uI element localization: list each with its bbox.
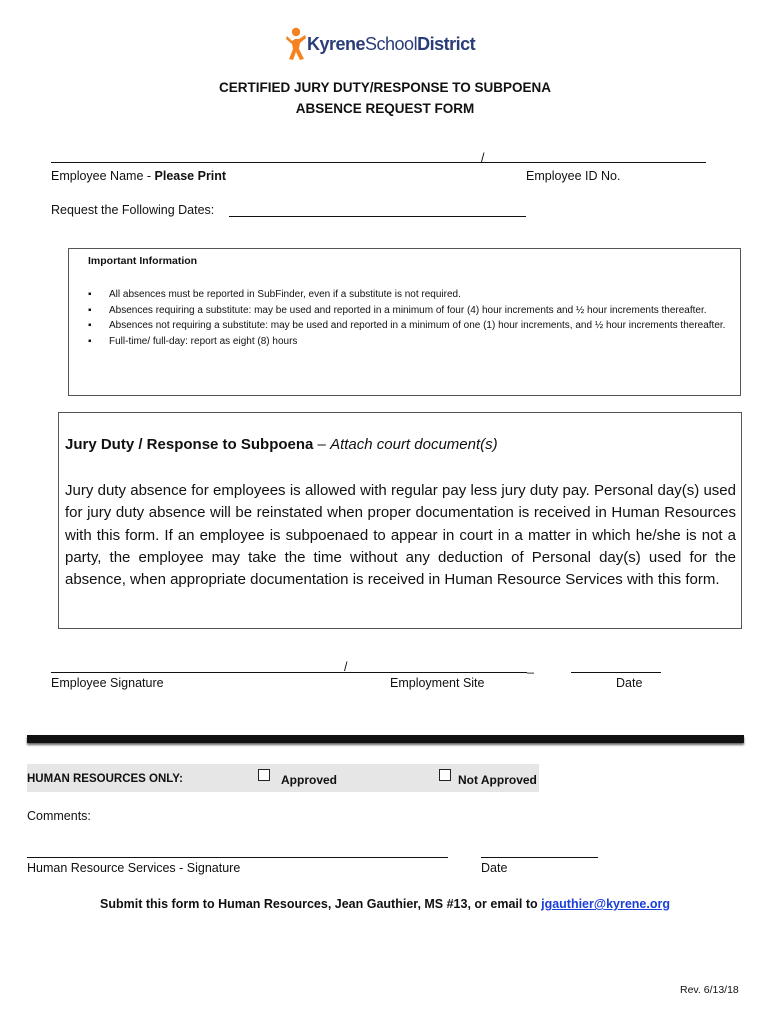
jury-duty-heading: Jury Duty / Response to Subpoena – Attach court document(s) — [65, 436, 498, 453]
employee-name-id-line[interactable] — [51, 162, 706, 163]
revision-date: Rev. 6/13/18 — [680, 984, 739, 996]
important-info-list — [88, 287, 728, 349]
employee-id-label: Employee ID No. — [526, 169, 621, 183]
approved-label: Approved — [281, 773, 338, 787]
logo-text: KyreneSchoolDistrict — [307, 33, 476, 54]
employment-site-label: Employment Site — [390, 676, 485, 690]
list-item: ▪ Full-time/ full-day: report as eight (8) hours — [88, 334, 728, 350]
form-title-line1: CERTIFIED JURY DUTY/RESPONSE TO SUBPOENA — [218, 80, 552, 95]
list-item: ▪ Absences not requiring a substitute: may be used and reported in a minimum of one (1) hour increments, and ½ hour increments thereafter. — [88, 318, 728, 334]
signature-date-label: Date — [616, 676, 643, 690]
email-link[interactable]: jgauthier@kyrene.org — [541, 897, 670, 911]
list-item: ▪ Absences requiring a substitute: may be used and reported in a minimum of four (4) hour increments and ½ hour increments thereafter. — [88, 303, 728, 319]
hr-signature-label: Human Resource Services - Signature — [27, 861, 241, 875]
section-divider — [27, 735, 744, 743]
important-info-heading: Important Information — [88, 255, 198, 267]
name-id-slash: / — [481, 151, 485, 165]
request-dates-field[interactable] — [229, 216, 526, 217]
comments-label: Comments: — [27, 809, 91, 823]
hr-signature-line[interactable] — [27, 857, 448, 858]
jury-duty-body: Jury duty absence for employees is allowed with regular pay less jury duty pay. Personal day(s) used for jury duty absence will be reinstated when proper documentation is received in Human Resources with this form. If an employee is subpoenaed to appear in court in a matter in which he/she is not a party, the employee may take the time without any deduction of Personal day(s) used for the absence, when appropriate documentation is received in Human Resource Services with this form. — [65, 482, 736, 589]
employee-signature-site-line[interactable] — [51, 672, 527, 673]
form-title-line2: ABSENCE REQUEST FORM — [295, 101, 475, 116]
submit-instructions: Submit this form to Human Resources, Jean Gauthier, MS #13, or email to jgauthier@kyrene.org — [100, 897, 670, 911]
kyrene-logo — [285, 26, 475, 62]
signature-date-line[interactable] — [571, 672, 661, 673]
hr-only-label: HUMAN RESOURCES ONLY: — [27, 773, 183, 785]
kyrene-figure-icon — [285, 27, 307, 61]
hr-date-label: Date — [481, 861, 508, 875]
approved-checkbox[interactable] — [258, 769, 270, 781]
request-dates-label: Request the Following Dates: — [51, 203, 215, 217]
list-item: ▪ All absences must be reported in SubFinder, even if a substitute is not required. — [88, 287, 728, 303]
hr-date-line[interactable] — [481, 857, 598, 858]
signature-underscore: _ — [527, 660, 534, 674]
employee-name-label: Employee Name - Please Print — [51, 169, 227, 183]
not-approved-label: Not Approved — [458, 773, 537, 787]
signature-slash: / — [344, 660, 348, 674]
not-approved-checkbox[interactable] — [439, 769, 451, 781]
employee-signature-label: Employee Signature — [51, 676, 164, 690]
